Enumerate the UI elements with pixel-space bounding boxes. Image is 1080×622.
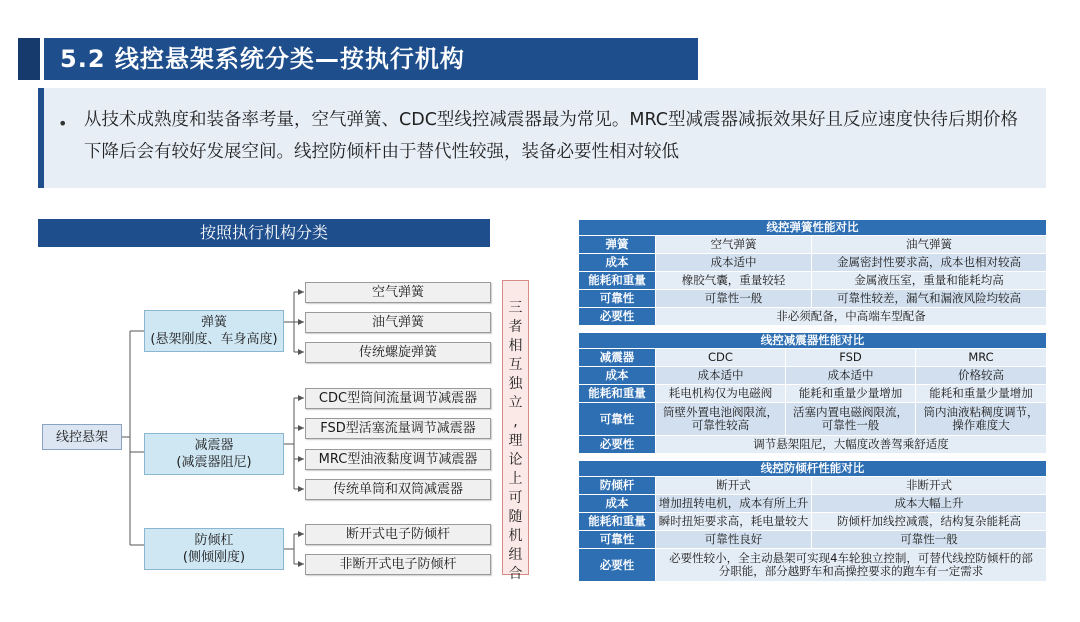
damper-comparison-table bbox=[578, 332, 1047, 454]
row-header: 可靠性 bbox=[579, 290, 656, 308]
spring-comparison-table bbox=[578, 219, 1047, 326]
leaf-traditional-damper: 传统单筒和双筒减震器 bbox=[305, 479, 491, 500]
category-spring bbox=[144, 310, 284, 352]
antiroll-comparison-table bbox=[578, 460, 1047, 582]
table-cell: 能耗和重量少量增加 bbox=[916, 385, 1047, 403]
leaf-cdc-damper: CDC型筒间流量调节减震器 bbox=[305, 388, 491, 409]
table-title: 线控防倾杆性能对比 bbox=[579, 461, 1047, 477]
column-header: 油气弹簧 bbox=[812, 236, 1047, 254]
row-header: 能耗和重量 bbox=[579, 272, 656, 290]
table-cell: 成本适中 bbox=[656, 254, 812, 272]
category-subtitle: (侧倾刚度) bbox=[182, 550, 246, 565]
leaf-air-spring: 空气弹簧 bbox=[305, 282, 491, 303]
table-cell: 耗电机构仅为电磁阀 bbox=[656, 385, 786, 403]
side-note-char: 合 bbox=[508, 566, 523, 582]
column-header: 防倾杆 bbox=[579, 477, 656, 495]
leaf-fsd-damper: FSD型活塞流量调节减震器 bbox=[305, 418, 491, 439]
table-cell: 防倾杆加线控减震，结构复杂能耗高 bbox=[812, 513, 1047, 531]
table-cell: 成本适中 bbox=[786, 367, 916, 385]
page-title: 5.2 线控悬架系统分类—按执行机构 bbox=[60, 45, 465, 73]
column-header: MRC bbox=[916, 349, 1047, 367]
table-cell: 瞬时扭矩要求高，耗电量较大 bbox=[656, 513, 812, 531]
row-header: 成本 bbox=[579, 254, 656, 272]
category-subtitle: (悬架刚度、车身高度) bbox=[150, 332, 278, 347]
category-subtitle: (减震器阻尼) bbox=[176, 455, 252, 470]
leaf-nondisconnect-antiroll: 非断开式电子防倾杆 bbox=[305, 554, 491, 575]
table-cell: 橡胶气囊，重量较轻 bbox=[656, 272, 812, 290]
side-note-char: 随 bbox=[508, 509, 523, 525]
table-title: 线控弹簧性能对比 bbox=[579, 220, 1047, 236]
table-cell: 活塞内置电磁阀限流，可靠性一般 bbox=[786, 403, 916, 436]
side-note-char: 互 bbox=[508, 357, 523, 373]
root-node: 线控悬架 bbox=[42, 424, 122, 450]
table-cell: 成本大幅上升 bbox=[812, 495, 1047, 513]
table-cell: 可靠性一般 bbox=[656, 290, 812, 308]
summary-text: 从技术成熟度和装备率考量，空气弹簧、CDC型线控减震器最为常见。MRC型减震器减振效果好且反应速度快待后期价格下降后会有较好发展空间。线控防倾杆由于替代性较强，装备必要性相对较低 bbox=[84, 110, 1019, 162]
leaf-disconnect-antiroll: 断开式电子防倾杆 bbox=[305, 524, 491, 545]
table-cell: 价格较高 bbox=[916, 367, 1047, 385]
column-header: FSD bbox=[786, 349, 916, 367]
column-header: CDC bbox=[656, 349, 786, 367]
table-cell: 筒壁外置电池阀限流，可靠性较高 bbox=[656, 403, 786, 436]
side-note-char: 组 bbox=[508, 547, 523, 563]
category-title: 防倾杠 bbox=[194, 533, 234, 548]
table-cell: 可靠性较差，漏气和漏液风险均较高 bbox=[812, 290, 1047, 308]
side-note-char: 上 bbox=[508, 471, 523, 487]
side-note bbox=[502, 280, 529, 582]
side-note-char: 理 bbox=[508, 433, 523, 449]
side-note-char: 机 bbox=[508, 528, 523, 544]
row-header: 可靠性 bbox=[579, 531, 656, 549]
classification-header: 按照执行机构分类 bbox=[38, 219, 490, 247]
row-header: 能耗和重量 bbox=[579, 385, 656, 403]
table-cell: 可靠性一般 bbox=[812, 531, 1047, 549]
category-title: 减震器 bbox=[194, 438, 234, 453]
table-cell: 筒内油液粘稠度调节，操作难度大 bbox=[916, 403, 1047, 436]
side-note-char: 者 bbox=[508, 319, 523, 335]
column-header: 减震器 bbox=[579, 349, 656, 367]
column-header: 弹簧 bbox=[579, 236, 656, 254]
table-cell: 金属密封性要求高，成本也相对较高 bbox=[812, 254, 1047, 272]
category-antiroll bbox=[144, 528, 284, 570]
table-cell: 成本适中 bbox=[656, 367, 786, 385]
side-note-char: 可 bbox=[508, 490, 523, 506]
row-header: 必要性 bbox=[579, 436, 656, 454]
side-note-char: 相 bbox=[508, 338, 523, 354]
row-header: 可靠性 bbox=[579, 403, 656, 436]
table-cell: 金属液压室，重量和能耗均高 bbox=[812, 272, 1047, 290]
bullet-icon: • bbox=[58, 114, 68, 133]
column-header: 空气弹簧 bbox=[656, 236, 812, 254]
leaf-coil-spring: 传统螺旋弹簧 bbox=[305, 342, 491, 363]
row-header: 必要性 bbox=[579, 549, 656, 582]
table-cell: 必要性较小，全主动悬架可实现4车轮独立控制，可替代线控防倾杆的部分职能，部分越野车和高操控要求的跑车有一定需求 bbox=[656, 549, 1047, 582]
table-cell: 调节悬架阻尼，大幅度改善驾乘舒适度 bbox=[656, 436, 1047, 454]
column-header: 断开式 bbox=[656, 477, 812, 495]
side-note-char: , bbox=[513, 414, 518, 430]
column-header: 非断开式 bbox=[812, 477, 1047, 495]
leaf-mrc-damper: MRC型油液黏度调节减震器 bbox=[305, 449, 491, 470]
table-cell: 能耗和重量少量增加 bbox=[786, 385, 916, 403]
row-header: 必要性 bbox=[579, 308, 656, 326]
category-title: 弹簧 bbox=[200, 315, 227, 330]
side-note-char: 立 bbox=[508, 395, 523, 411]
table-title: 线控减震器性能对比 bbox=[579, 333, 1047, 349]
table-cell: 可靠性良好 bbox=[656, 531, 812, 549]
table-cell: 非必须配备，中高端车型配备 bbox=[656, 308, 1047, 326]
row-header: 成本 bbox=[579, 495, 656, 513]
side-note-char: 独 bbox=[508, 376, 523, 392]
row-header: 成本 bbox=[579, 367, 656, 385]
row-header: 能耗和重量 bbox=[579, 513, 656, 531]
table-cell: 增加扭转电机，成本有所上升 bbox=[656, 495, 812, 513]
category-damper bbox=[144, 433, 284, 475]
side-note-char: 论 bbox=[508, 452, 523, 468]
side-note-char: 三 bbox=[508, 300, 523, 316]
leaf-hydropneumatic-spring: 油气弹簧 bbox=[305, 312, 491, 333]
